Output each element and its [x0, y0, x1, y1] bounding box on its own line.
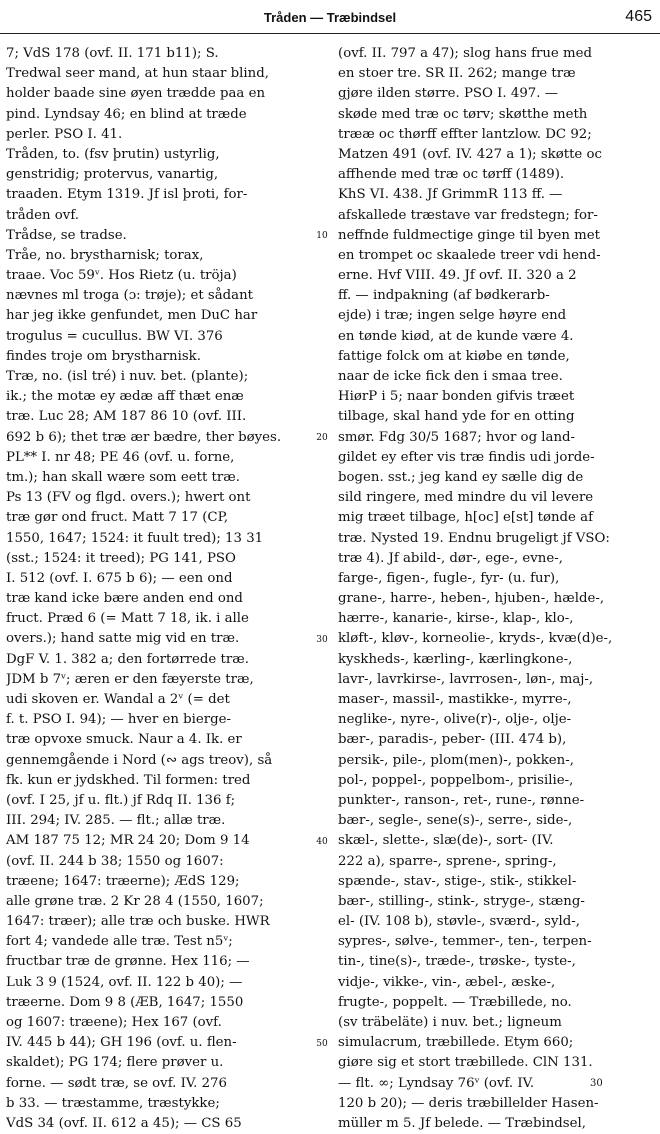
text-line: persik-, pile-, plom(men)-, pokken-,: [338, 752, 574, 768]
text-line: b 33. — træstamme, træstykke;: [6, 1095, 220, 1111]
text-line: sild ringere, med mindre du vil levere: [338, 490, 594, 506]
text-line: Tredwal seer mand, at hun staar blind,: [6, 66, 269, 82]
text-line: (ovf. II. 244 b 38; 1550 og 1607:: [6, 853, 224, 869]
text-line: f. t. PSO I. 94); — hver en bierge-: [6, 712, 231, 728]
text-line: JDM b 7ᵛ; æren er den fæyerste træ,: [6, 671, 254, 687]
text-line: gennemgående i Nord (∾ ags treov), så: [6, 752, 273, 768]
text-line: fk. kun er jydskhed. Til formen: tred: [6, 772, 251, 788]
text-line: alle grøne træ. 2 Kr 28 4 (1550, 1607;: [6, 893, 264, 909]
text-line: fattige folck om at kiøbe en tønde,: [338, 348, 570, 364]
text-line: (sst.; 1524: it treed); PG 141, PSO: [6, 550, 236, 566]
text-line: neffnde fuldmectige ginge til byen met: [338, 227, 600, 243]
text-line: Træ, no. (isl tré) i nuv. bet. (plante);: [6, 369, 249, 384]
text-line: punkter-, ranson-, ret-, rune-, rønne-: [338, 792, 585, 808]
text-line: tin-, tine(s)-, træde-, trøske-, tyste-,: [338, 954, 576, 970]
text-line: DgF V. 1. 382 a; den fortørrede træ.: [6, 651, 249, 667]
text-line: trææ oc thørff effter lantzlow. DC 92;: [338, 126, 592, 142]
text-line: en tønde kiød, at de kunde være 4.: [338, 328, 574, 344]
text-line: neglike-, nyre-, olive(r)-, olje-, olje-: [338, 712, 572, 728]
text-line: overs.); hand satte mig vid en træ.: [6, 631, 240, 647]
text-line: simulacrum, træbillede. Etym 660;: [338, 1035, 574, 1051]
text-line: fort 4; vandede alle træ. Test n5ᵛ;: [6, 934, 233, 950]
text-line: træ gør ond fruct. Matt 7 17 (CP,: [6, 510, 229, 526]
text-line: Tråe, no. brystharnisk; torax,: [6, 247, 204, 263]
text-line: VdS 34 (ovf. II. 612 a 45); — CS 65: [6, 1115, 242, 1131]
text-line: AM 187 75 12; MR 24 20; Dom 9 14: [6, 833, 250, 849]
text-line: kyskheds-, kærling-, kærlingkone-,: [338, 651, 573, 667]
text-line: tilbage, skal hand yde for en otting: [338, 409, 575, 425]
text-line: pind. Lyndsay 46; en blind at træde: [6, 106, 247, 122]
text-line: Matzen 491 (ovf. IV. 427 a 1); skøtte oc: [338, 146, 602, 162]
text-line: IV. 445 b 44); GH 196 (ovf. u. flen-: [6, 1035, 237, 1051]
text-line: gjøre ilden større. PSO I. 497. —: [338, 86, 558, 102]
text-line: affhende med træ oc tørff (1489).: [338, 167, 565, 183]
text-line: giøre sig et stort træbillede. ClN 131.: [338, 1055, 593, 1071]
text-line: træ 4). Jf abild-, dør-, ege-, evne-,: [338, 550, 563, 566]
text-line: I. 512 (ovf. I. 675 b 6); — een ond: [6, 570, 233, 586]
text-line: en trompet oc skaalede treer vdi hend-: [338, 247, 601, 263]
text-line: (ovf. I 25, jf u. flt.) jf Rdq II. 136 f;: [6, 792, 236, 808]
text-line: traae. Voc 59ᵛ. Hos Rietz (u. tröja): [6, 268, 237, 284]
left-column: [6, 44, 304, 1134]
text-line: (sv träbeläte) i nuv. bet.; ligneum: [338, 1015, 562, 1030]
text-line: træene; 1647: træerne); ÆdS 129;: [6, 873, 240, 889]
text-line: findes troje om brystharnisk.: [6, 348, 201, 364]
page-number: 465: [625, 8, 652, 25]
text-line: naar de icke fick den i smaa tree.: [338, 369, 563, 384]
text-line: grane-, harre-, heben-, hjuben-, hælde-,: [338, 591, 605, 607]
text-line: Luk 3 9 (1524, ovf. II. 122 b 40); —: [6, 974, 243, 990]
text-line: træ opvoxe smuck. Naur a 4. Ik. er: [6, 732, 242, 748]
margin-line-number: 50: [316, 1038, 328, 1049]
text-line: el- (IV. 108 b), støvle-, sværd-, syld-,: [338, 914, 580, 930]
signature-mark: 30: [590, 1078, 603, 1089]
text-line: træerne. Dom 9 8 (ÆB, 1647; 1550: [6, 994, 244, 1010]
text-line: smør. Fdg 30/5 1687; hvor og land-: [338, 429, 576, 445]
text-line: maser-, massil-, mastikke-, myrre-,: [338, 692, 572, 707]
text-line: kløft-, kløv-, korneolie-, kryds-, kvæ(d)e-,: [338, 631, 613, 647]
text-line: ik.; the motæ ey ædæ aff thæt enæ: [6, 389, 244, 405]
text-line: 1550, 1647; 1524: it fuult tred); 13 31: [6, 530, 264, 546]
text-line: udi skoven er. Wandal a 2ᵛ (= det: [6, 692, 230, 707]
margin-line-number: 40: [316, 836, 328, 847]
text-line: 222 a), sparre-, sprene-, spring-,: [338, 853, 557, 869]
text-line: — flt. ∞; Lyndsay 76ᵛ (ovf. IV.: [338, 1075, 535, 1091]
text-line: bær-, stilling-, stink-, stryge-, stæng-: [338, 893, 585, 909]
text-line: 7; VdS 178 (ovf. II. 171 b11); S.: [6, 46, 219, 61]
text-line: bogen. sst.; jeg kand ey sælle dig de: [338, 469, 584, 485]
text-line: ff. — indpakning (af bødkerarb-: [338, 288, 550, 304]
text-line: og 1607: træene); Hex 167 (ovf.: [6, 1015, 222, 1030]
text-line: skæl-, slette-, slæ(de)-, sort- (IV.: [338, 833, 554, 849]
text-line: sypres-, sølve-, temmer-, ten-, terpen-: [338, 934, 592, 950]
text-line: 692 b 6); thet træ ær bædre, ther bøyes.: [6, 429, 282, 445]
text-line: HiørP i 5; naar bonden gifvis træet: [338, 389, 575, 405]
text-line: (ovf. II. 797 a 47); slog hans frue med: [338, 46, 592, 61]
text-line: lavr-, lavrkirse-, lavrrosen-, løn-, maj-,: [338, 671, 594, 687]
text-line: holder baade sine øyen trædde paa en: [6, 86, 266, 102]
text-line: nævnes ml troga (ɔ: trøje); et sådant: [6, 288, 253, 304]
text-line: skøde med træ oc tørv; skøtthe meth: [338, 106, 588, 122]
text-line: har jeg ikke genfundet, men DuC har: [6, 308, 258, 324]
text-line: fructbar træ de grønne. Hex 116; —: [6, 954, 250, 970]
text-line: pol-, poppel-, poppelbom-, prisilie-,: [338, 772, 574, 788]
text-line: 120 b 20); — deris træbillelder Hasen-: [338, 1095, 599, 1111]
text-line: forne. — sødt træ, se ovf. IV. 276: [6, 1075, 227, 1091]
text-line: gildet ey efter vis træ findis udi jorde-: [338, 449, 595, 465]
text-line: vidje-, vikke-, vin-, æbel-, æske-,: [338, 974, 556, 990]
text-line: Ps 13 (FV og flgd. overs.); hwert ont: [6, 490, 251, 506]
text-line: traaden. Etym 1319. Jf isl þroti, for-: [6, 187, 248, 203]
text-line: genstridig; protervus, vanartig,: [6, 167, 219, 183]
text-line: tråden ovf.: [6, 207, 79, 223]
text-line: bær-, segle-, sene(s)-, serre-, side-,: [338, 813, 573, 829]
text-line: perler. PSO I. 41.: [6, 126, 123, 142]
right-column: [338, 44, 636, 1134]
text-line: erne. Hvf VIII. 49. Jf ovf. II. 320 a 2: [338, 268, 577, 284]
margin-line-number: 20: [316, 432, 328, 443]
text-line: fruct. Præd 6 (= Matt 7 18, ik. i alle: [6, 611, 249, 627]
text-line: træ kand icke bære anden end ond: [6, 591, 243, 607]
text-line: KhS VI. 438. Jf GrimmR 113 ff. —: [338, 187, 563, 203]
text-line: en stoer tre. SR II. 262; mange træ: [338, 66, 576, 82]
text-line: bær-, paradis-, peber- (III. 474 b),: [338, 732, 567, 748]
text-line: frugte-, poppelt. — Træbillede, no.: [338, 994, 572, 1010]
text-line: ejde) i træ; ingen selge høyre end: [338, 308, 567, 324]
header-rule: [0, 33, 660, 34]
page-header: [0, 6, 660, 32]
text-line: III. 294; IV. 285. — flt.; allæ træ.: [6, 813, 226, 829]
margin-line-number: 10: [316, 230, 328, 241]
text-line: afskallede træstave var fredstegn; for-: [338, 207, 598, 223]
text-line: Trådse, se tradse.: [6, 227, 127, 243]
text-line: müller m 5. Jf belede. — Træbindsel,: [338, 1115, 586, 1131]
text-line: mig træet tilbage, h[oc] e[st] tønde af: [338, 510, 593, 526]
text-line: træ. Nysted 19. Endnu brugeligt jf VSO:: [338, 530, 610, 546]
text-line: farge-, figen-, fugle-, fyr- (u. fur),: [338, 570, 560, 586]
text-line: spænde-, stav-, stige-, stik-, stikkel-: [338, 873, 577, 889]
text-line: skaldet); PG 174; flere prøver u.: [6, 1055, 224, 1071]
text-line: træ. Luc 28; AM 187 86 10 (ovf. III.: [6, 409, 247, 425]
text-line: trogulus = cucullus. BW VI. 376: [6, 328, 223, 344]
text-line: tm.); han skall wære som eett træ.: [6, 469, 240, 485]
margin-line-number: 30: [316, 634, 328, 645]
running-head: Tråden — Træbindsel: [263, 10, 397, 25]
text-line: hærre-, kanarie-, kirse-, klap-, klo-,: [338, 611, 574, 627]
text-line: 1647: træer); alle træ och buske. HWR: [6, 914, 270, 930]
text-line: Tråden, to. (fsv þrutin) ustyrlig,: [6, 146, 220, 162]
text-line: PL** I. nr 48; PE 46 (ovf. u. forne,: [6, 449, 235, 465]
